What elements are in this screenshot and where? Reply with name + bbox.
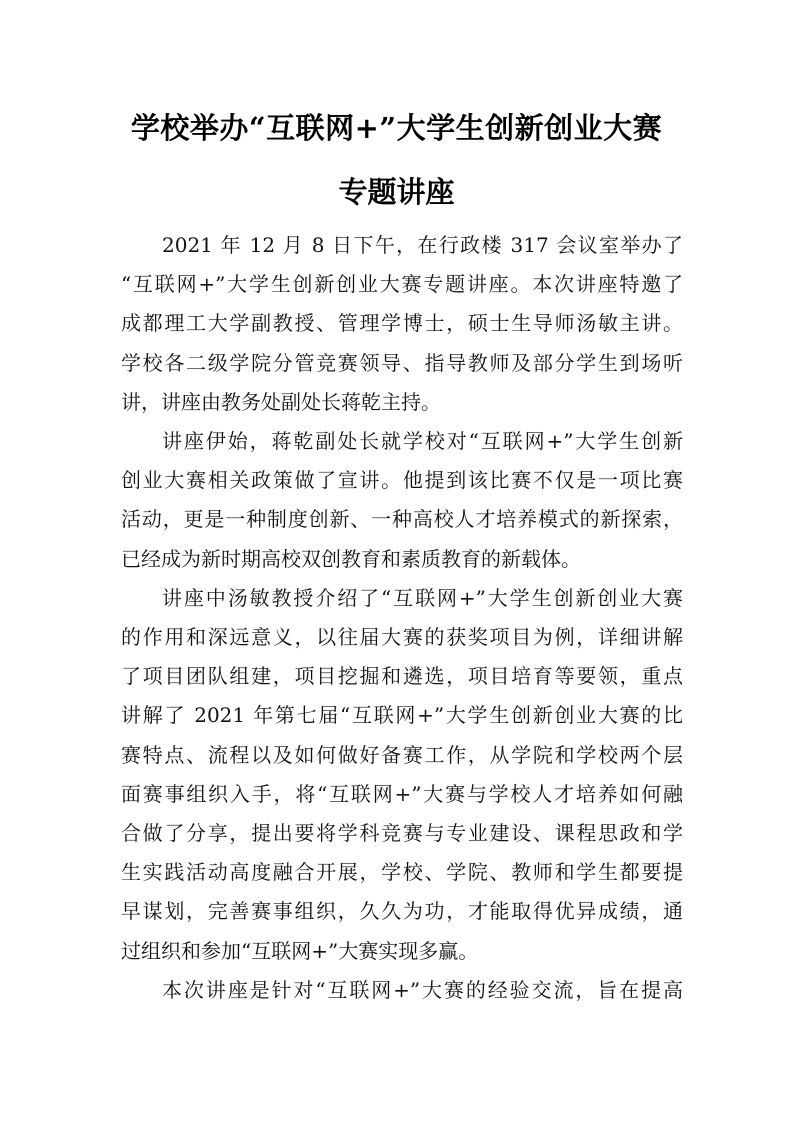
paragraph-line: 创业大赛相关政策做了宣讲。他提到该比赛不仅是一项比赛 [121, 468, 683, 493]
paragraph-line: 早谋划，完善赛事组织，久久为功，才能取得优异成绩，通 [121, 899, 683, 924]
document-title-line-1: 学校举办“互联网+”大学生创新创业大赛 [130, 111, 663, 145]
paragraph-line: 活动，更是一种制度创新、一种高校人才培养模式的新探索， [121, 507, 683, 532]
document-title-line-2: 专题讲座 [338, 175, 455, 209]
paragraph [121, 971, 683, 1010]
paragraph [121, 579, 683, 971]
paragraph-line: 生实践活动高度融合开展，学校、学院、教师和学生都要提 [121, 860, 683, 885]
paragraph-line: 本次讲座是针对“互联网+”大赛的经验交流，旨在提高 [162, 977, 683, 1002]
paragraph [121, 226, 683, 422]
paragraph-line: 的作用和深远意义，以往届大赛的获奖项目为例，详细讲解 [121, 625, 683, 650]
paragraph-line: 合做了分享，提出要将学科竞赛与专业建设、课程思政和学 [121, 821, 683, 846]
document-body [121, 226, 683, 1010]
paragraph-line: “互联网+”大学生创新创业大赛专题讲座。本次讲座特邀了 [121, 272, 683, 297]
paragraph [121, 422, 683, 579]
paragraph-line: 过组织和参加“互联网+”大赛实现多赢。 [121, 938, 479, 963]
paragraph-line: 讲解了 2021 年第七届“互联网+”大学生创新创业大赛的比 [121, 703, 683, 728]
paragraph-line: 2021 年 12 月 8 日下午，在行政楼 317 会议室举办了 [162, 233, 683, 257]
paragraph-line: 讲座中汤敏教授介绍了“互联网+”大学生创新创业大赛 [162, 585, 683, 610]
paragraph-line: 了项目团队组建，项目挖掘和遴选，项目培育等要领，重点 [121, 664, 683, 689]
paragraph-line: 讲，讲座由教务处副处长蒋乾主持。 [121, 389, 441, 414]
paragraph-line: 已经成为新时期高校双创教育和素质教育的新载体。 [121, 546, 581, 571]
paragraph-line: 赛特点、流程以及如何做好备赛工作，从学院和学校两个层 [121, 742, 683, 767]
paragraph-line: 面赛事组织入手，将“互联网+”大赛与学校人才培养如何融 [121, 781, 683, 806]
paragraph-line: 学校各二级学院分管竞赛领导、指导教师及部分学生到场听 [121, 350, 683, 375]
paragraph-line: 成都理工大学副教授、管理学博士，硕士生导师汤敏主讲。 [121, 311, 683, 336]
paragraph-line: 讲座伊始，蒋乾副处长就学校对“互联网+”大学生创新 [162, 429, 683, 454]
